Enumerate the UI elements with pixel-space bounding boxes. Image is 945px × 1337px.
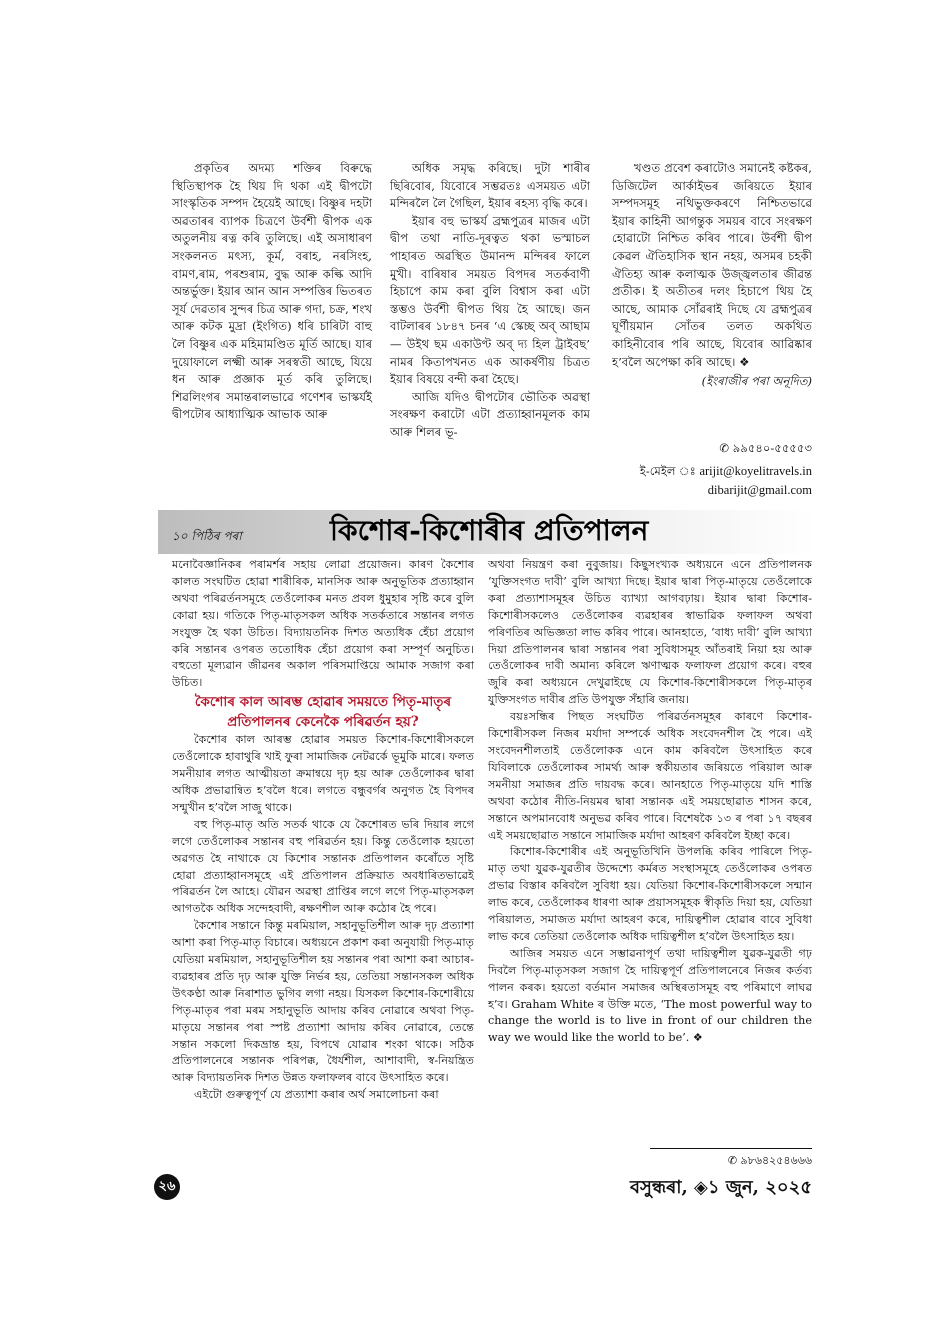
author-phone: ✆ ৯৮৬৪২৫৪৬৬৬ [650, 1148, 812, 1171]
article1-column-3 [612, 160, 812, 391]
paragraph: খণ্ডত প্ৰবেশ কৰাটোও সমানেই কষ্টকৰ, ডিজিটেল আৰ্কাইভৰ জৰিয়তে ইয়াৰ সম্পদসমূহ নথিভুক্তকৰণে নিশ্চিতভাৱে ইয়াৰ কাহিনী আগন্তুক সময়ৰ বাবে সংৰক্ষণ হোৱাটো নিশ্চিত কৰিব পাৰে। উৰ্বশী দ্বীপ কেৱল ঐতিহাসিক স্থান নহয়, অসমৰ চহকী ঐতিহ্য আৰু কলাত্মক উজ্জ্বলতাৰ জীৱন্ত প্ৰতীক। ই অতীতৰ দলং হিচাপে থিয় হৈ আছে, আমাক সোঁৱৰাই দিছে যে ব্ৰহ্মপুত্ৰৰ ঘূৰ্ণীয়মান সোঁতৰ তলত অকথিত কাহিনীবোৰ পৰি আছে, যিবোৰ আৱিষ্কাৰ হ’বলৈ অপেক্ষা কৰি আছে। ❖ [612, 161, 812, 369]
paragraph: বহু পিতৃ-মাতৃ অতি সতৰ্ক থাকে যে কৈশোৰত ভৰি দিয়াৰ লগে লগে তেওঁলোকৰ সন্তানৰ বহু পৰিৱৰ্তন হয়। কিন্তু তেওঁলোক হয়তো অৱগত হৈ নাথাকে যে কিশোৰ সন্তানক প্ৰতিপালন কৰোঁতে সৃষ্টি হোৱা প্ৰত্যাহ্বানসমূহে এই প্ৰতিপালন প্ৰক্ৰিয়াত অবধাৰিতভাৱেই পৰিৱৰ্তন লৈ আহে। যৌৱন অৱস্থা প্ৰাপ্তিৰ লগে লগে পিতৃ-মাতৃসকল আগতকৈ অধিক সন্দেহবাদী, ৰক্ষণশীল আৰু কঠোৰ হৈ পৰে। [172, 817, 474, 916]
email-label: ই-মেইল ঃ [639, 464, 700, 478]
email-address-2: dibarijit@gmail.com [707, 483, 812, 497]
paragraph: প্ৰকৃতিৰ অদম্য শক্তিৰ বিৰুদ্ধে স্থিতিস্থাপক হৈ থিয় দি থকা এই দ্বীপটো সাংস্কৃতিক সম্পদ হৈয়েই আছে। বিষ্ণুৰ দহটা অৱতাৰৰ ব্যাপক চিত্ৰণে উৰ্বশী দ্বীপক এক অতুলনীয় ৰত্ন কৰি তুলিছে। এই অসাধাৰণ সংকলনত মৎস্য, কূৰ্ম, বৰাহ, নৰসিংহ, বামণ,ৰাম, পৰশুৰাম, বুদ্ধ আৰু কল্কি আদি অন্তৰ্ভুক্ত। ইয়াৰ আন আন সম্পত্তিৰ ভিতৰত সূৰ্য দেৱতাৰ সুন্দৰ চিত্ৰ আৰু গদা, চক্ৰ, শংখ আৰু কটক মুদ্ৰা (ইংগিত) ধৰি চাৰিটা বাহু লৈ বিষ্ণুৰ এক মহিমামণ্ডিত মূৰ্তি আছে। যাৰ দুয়োফালে লক্ষ্মী আৰু সৰস্বতী আছে, যিয়ে ধন আৰু প্ৰজ্ঞাক মূৰ্ত কৰি তুলিছে। শিৱলিংগৰ সমান্তৰালভাৱে গণেশৰ ভাস্কৰ্যই দ্বীপটোৰ আধ্যাত্মিক আভাক আৰু [172, 161, 372, 422]
paragraph: কৈশোৰ কাল আৰম্ভ হোৱাৰ সময়ত কিশোৰ-কিশোৰীসকলে তেওঁলোকে হাবাথুৰি খাই ফুৰা সামাজিক নেটৱৰ্কে ভূমুকি মাৰে। ফলত সমনীয়াৰ লগত আত্মীয়তা ক্ৰমান্বয়ে দৃঢ় হয় আৰু তেওঁলোকৰ দ্বাৰা অধিক প্ৰভাৱান্বিত হ’বলৈ ধৰে। লগতে বন্ধুবৰ্গৰ অনুগত হৈ বিপদৰ সন্মুখীন হ’বলৈ সাজু থাকে। [172, 733, 474, 814]
article2-right-column [488, 557, 812, 1047]
author-email [580, 462, 812, 500]
article1-column-1 [172, 160, 372, 424]
paragraph: মনোবৈজ্ঞানিকৰ পৰামৰ্শৰ সহায় লোৱা প্ৰয়োজন। কাৰণ কৈশোৰ কালত সংঘটিত হোৱা শাৰীৰিক, মানসিক আৰু অনুভূতিক প্ৰত্যাহ্বান অথবা পৰিৱৰ্তনসমূহে তেওঁলোকৰ মনত প্ৰবল ধুমুহাৰ সৃষ্টি কৰে বুলি কোৱা হয়। গতিকে পিতৃ-মাতৃসকল অধিক সতৰ্কতাৰে সন্তানৰ লগত সংযুক্ত হৈ থকা উচিত। বিদ্যায়তনিক দিশত অত্যধিক হেঁচা প্ৰয়োগ কৰি সন্তানৰ ওপৰত ততোধিক হেঁচা প্ৰয়োগ কৰা সম্পূৰ্ণ অনুচিত। বহুতো মূল্যৱান জীৱনৰ অকাল পৰিসমাপ্তিয়ে আমাক সজাগ কৰা উচিত। [172, 558, 474, 690]
section-subheading: কৈশোৰ কাল আৰম্ভ হোৱাৰ সময়তে পিতৃ-মাতৃৰ প্ৰতিপালনৰ কেনেকৈ পৰিৱৰ্তন হয়? [194, 694, 452, 731]
publication-footer: বসুন্ধৰা, ◈১ জুন, ২০২৫ [629, 1177, 812, 1198]
paragraph: আজিৰ সময়ত এনে সম্ভাৱনাপূৰ্ণ তথা দায়িত্বশীল যুৱক-যুৱতী গঢ় দিবলৈ পিতৃ-মাতৃসকল সজাগ হৈ দায়িত্বপূৰ্ণ প্ৰতিপালনেৰে নিজৰ কৰ্তব্য পালন কৰক। হয়তো বৰ্তমান সমাজৰ অস্থিৰতাসমূহ বহু পৰিমাণে লাঘৱ হ’ব। Graham White ৰ উক্তি মতে, ‘The most powerful way to change the world is to live in front of our children the way we would like the world to be’. ❖ [488, 946, 812, 1045]
paragraph: অধিক সমৃদ্ধ কৰিছে। দুটা শাৰীৰ ছিৰিবোৰ, যিবোৰে সম্ভৱতঃ এসময়ত এটা মন্দিৰলৈ লৈ গৈছিল, ইয়াৰ ৰহস্য বৃদ্ধি কৰে। [390, 161, 590, 211]
paragraph: অথবা নিয়ন্ত্ৰণ কৰা নুবুজায়। কিছুসংখ্যক অধ্যয়নে এনে প্ৰতিপালনক ‘যুক্তিসংগত দাবী’ বুলি আখ্যা দিছে। ইয়াৰ দ্বাৰা পিতৃ-মাতৃয়ে তেওঁলোকে কৰা প্ৰত্যাশাসমূহৰ উচিত ব্যাখ্যা আগবঢ়ায়। ইয়াৰ দ্বাৰা কিশোৰ-কিশোৰীসকলেও তেওঁলোকৰ ব্যৱহাৰৰ স্বাভাৱিক ফলাফল অথবা পৰিণতিৰ অভিজ্ঞতা লাভ কৰিব পাৰে। আনহাতে, ‘বাধ্য দাবী’ বুলি আখ্যা দিয়া প্ৰতিপালনৰ দ্বাৰা সন্তানৰ পৰা সুবিধাসমূহ আঁতৰাই নিয়া হয় আৰু তেওঁলোকৰ দাবী অমান্য কৰিলে ঋণাত্মক ফলাফল প্ৰয়োগ কৰে। বহুৰ জুৰি কৰা অধ্যয়নে দেখুৱাইছে যে কিশোৰ-কিশোৰীসকলে পিতৃ-মাতৃৰ যুক্তিসংগত দাবীৰ প্ৰতি উপযুক্ত সঁহাৰি জনায়। [488, 558, 812, 707]
email-address-1: arijit@koyelitravels.in [699, 464, 812, 478]
continued-from-label: ১০ পিঠিৰ পৰা [172, 529, 242, 543]
author-phone: ✆ ৯৯৫৪০-৫৫৫৫৩ [719, 441, 812, 455]
translation-credit: (ইংৰাজীৰ পৰা অনূদিত) [701, 374, 812, 389]
paragraph: বয়ঃসন্ধিৰ পিছত সংঘটিত পৰিৱৰ্তনসমূহৰ কাৰণে কিশোৰ-কিশোৰীসকল নিজৰ মৰ্যাদা সম্পৰ্কে অধিক সংবেদনশীল হৈ পৰে। এই সংবেদনশীলতাই তেওঁলোকক এনে কাম কৰিবলৈ উৎসাহিত কৰে যিবিলাকে তেওঁলোকৰ সামৰ্থ্য আৰু স্বকীয়তাৰ জৰিয়তে পৰিয়াল আৰু সমনীয়া সমাজৰ প্ৰতি দায়বদ্ধ কৰে। আনহাতে পিতৃ-মাতৃয়ে যদি শাস্তি অথবা কঠোৰ নীতি-নিয়মৰ দ্বাৰা সন্তানক এই সময়ছোৱাত শাসন কৰে, সন্তানে অপমানবোধ অনুভৱ কৰিব পাৰে। বিশেষকৈ ১৩ ৰ পৰা ১৭ বছৰৰ এই সময়ছোৱাত সন্তানে সামাজিক মৰ্যাদা আহৰণ কৰিবলৈ ইচ্ছা কৰে। [488, 710, 812, 842]
paragraph: এইটো গুৰুত্বপূৰ্ণ যে প্ৰত্যাশা কৰাৰ অৰ্থ সমালোচনা কৰা [194, 1088, 439, 1102]
article2-left-column [172, 557, 474, 1104]
paragraph: ইয়াৰ বহু ভাস্কৰ্য ব্ৰহ্মপুত্ৰৰ মাজৰ এটা দ্বীপ তথা নাতি-দূৰত্বত থকা ভস্মাচল পাহাৰত অৱস্থিত উমানন্দ মন্দিৰৰ ফালে মুখী। বাৰিষাৰ সময়ত বিপদৰ সতৰ্কবাণী হিচাপে কাম কৰা বুলি বিশ্বাস কৰা এটা স্তম্ভও উৰ্বশী দ্বীপত থিয় হৈ আছে। জন বাটলাৰৰ ১৮৪৭ চনৰ ‘এ স্কেচ্ছ অব্ আছাম— উইথ ছম একাউণ্ট অব্ দ্য হিল ট্ৰাইবছ’ নামৰ কিতাপখনত এক আকৰ্ষণীয় চিত্ৰত ইয়াৰ বিষয়ে বন্দী কৰা হৈছে। [390, 213, 590, 387]
article-title: কিশোৰ-কিশোৰীৰ প্ৰতিপালন [330, 514, 649, 547]
article1-column-2 [390, 160, 590, 442]
page-number: ২৬ [154, 1174, 180, 1200]
paragraph: কৈশোৰ সন্তানে কিন্তু মৰমিয়াল, সহানুভূতিশীল আৰু দৃঢ় প্ৰত্যাশা আশা কৰা পিতৃ-মাতৃ বিচাৰে। অধ্যয়নে প্ৰকাশ কৰা অনুযায়ী পিতৃ-মাতৃ যেতিয়া মৰমিয়াল, সহানুভূতিশীল হয় সন্তানৰ পৰা আশা কৰা আচাৰ-ব্যৱহাৰৰ প্ৰতি দৃঢ় আৰু যুক্তি নিৰ্ভৰ হয়, তেতিয়া সন্তানসকল অধিক উৎকণ্ঠা আৰু নিৰাশাত ভুগিব লগা নহয়। যিসকল কিশোৰ-কিশোৰীয়ে পিতৃ-মাতৃৰ পৰা মৰম সহানুভূতি আদায় কৰিব নোৱাৰে অথবা পিতৃ-মাতৃয়ে সন্তানৰ পৰা স্পষ্ট প্ৰত্যাশা আদায় কৰিব নোৱাৰে, তেন্তে সন্তান সকলো দিকভ্ৰান্ত হয়, বিপথে যোৱাৰ শংকা থাকে। সঠিক প্ৰতিপালনেৰে সন্তানক পৰিপক্ক, ধৈৰ্যশীল, আশাবাদী, স্ব-নিয়ন্ত্ৰিত আৰু বিদ্যায়তনিক দিশত উন্নত ফলাফলৰ বাবে উৎসাহিত কৰে। [172, 919, 474, 1085]
paragraph: কিশোৰ-কিশোৰীৰ এই অনুভূতিখিনি উপলব্ধি কৰিব পাৰিলে পিতৃ-মাতৃ তথা যুৱক-যুৱতীৰ উদ্দেশ্যে কৰ্মৰত সংস্থাসমূহে তেওঁলোকৰ ওপৰত প্ৰভাৱ বিস্তাৰ কৰিবলৈ সুবিধা হয়। যেতিয়া কিশোৰ-কিশোৰীসকলে সন্মান লাভ কৰে, তেওঁলোকৰ ধাৰণা আৰু প্ৰয়াসসমূহক স্বীকৃতি দিয়া হয়, যেতিয়া পৰিয়ালত, সমাজত মৰ্যাদা আহৰণ কৰে, দায়িত্বশীল হোৱাৰ বাবে সুবিধা লাভ কৰে তেতিয়া তেওঁলোক অধিক দায়িত্বশীল হ’বলৈ উৎসাহিত হয়। [488, 845, 812, 943]
paragraph: আজি যদিও দ্বীপটোৰ ভৌতিক অৱস্থা সংৰক্ষণ কৰাটো এটা প্ৰত্যাহ্বানমূলক কাম আৰু শিলৰ ভূ- [390, 389, 590, 439]
